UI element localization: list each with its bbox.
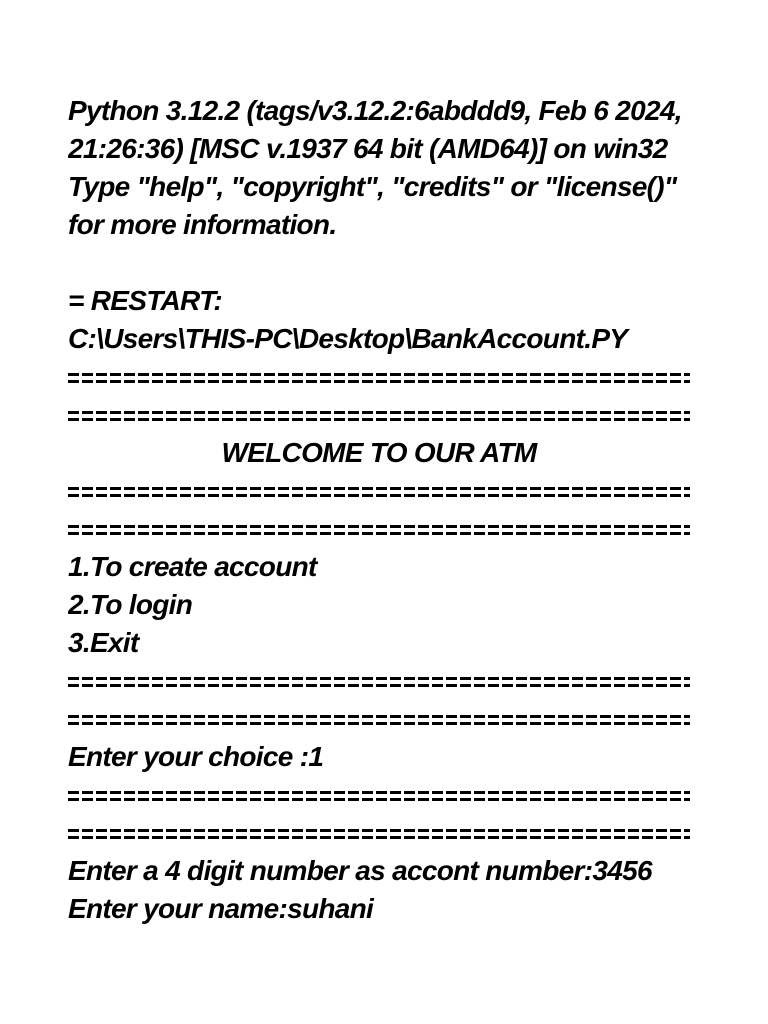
account-number-prompt: Enter a 4 digit number as accont number:3456 [68, 855, 652, 886]
choice-prompt: Enter your choice :1 [68, 741, 324, 772]
separator [68, 472, 690, 510]
help-hint-line-1: Type "help", "copyright", "credits" or "license()" [68, 171, 677, 202]
separator [68, 396, 690, 434]
separator [68, 510, 690, 548]
restart-label: = RESTART: [68, 285, 223, 316]
python-shell-output [68, 92, 690, 928]
python-version-line-1: Python 3.12.2 (tags/v3.12.2:6abddd9, Feb 6 2024, [68, 95, 682, 126]
blank-line [68, 244, 690, 282]
help-hint-line-2: for more information. [68, 209, 337, 240]
separator [68, 700, 690, 738]
separator [68, 358, 690, 396]
menu-item-login: 2.To login [68, 589, 193, 620]
restart-file-path: C:\Users\THIS-PC\Desktop\BankAccount.PY [68, 323, 628, 354]
welcome-banner: WELCOME TO OUR ATM [221, 437, 537, 468]
separator [68, 814, 690, 852]
name-prompt: Enter your name:suhani [68, 893, 374, 924]
separator [68, 776, 690, 814]
python-version-line-2: 21:26:36) [MSC v.1937 64 bit (AMD64)] on win32 [68, 133, 668, 164]
separator [68, 662, 690, 700]
menu-item-create-account: 1.To create account [68, 551, 317, 582]
menu-item-exit: 3.Exit [68, 627, 139, 658]
